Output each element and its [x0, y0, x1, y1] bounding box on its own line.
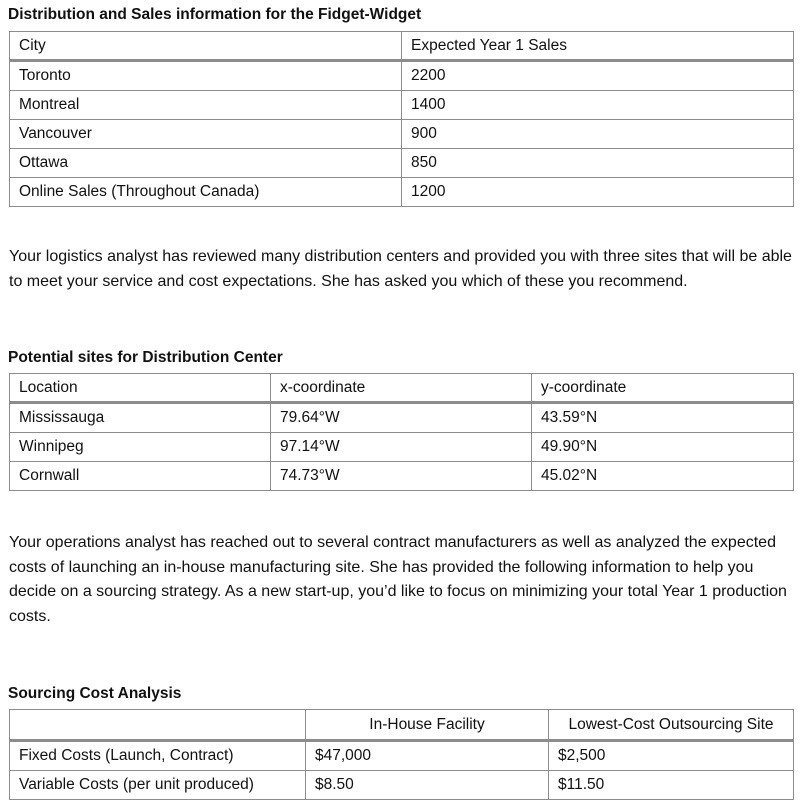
x-coordinate-cell: 74.73°W	[271, 462, 532, 491]
column-header-city: City	[10, 32, 402, 61]
table-header-row	[10, 32, 794, 61]
column-header-in-house: In-House Facility	[306, 710, 549, 741]
outsourcing-cost-cell: $11.50	[549, 771, 794, 800]
potential-sites-table	[9, 373, 794, 491]
distribution-sales-table	[9, 31, 794, 207]
sourcing-cost-table	[9, 709, 794, 800]
table-row	[10, 120, 794, 149]
city-cell: Online Sales (Throughout Canada)	[10, 178, 402, 207]
table-row	[10, 178, 794, 207]
operations-paragraph: Your operations analyst has reached out to several contract manufacturers as well as analyzed the expected costs of launching an in-house manufacturing site. She has provided the following information to help you decide on a sourcing strategy. As a new start-up, you’d like to focus on minimizing your total Year 1 production costs.	[9, 534, 787, 625]
column-header-y-coordinate: y-coordinate	[532, 374, 794, 403]
sourcing-table-title: Sourcing Cost Analysis	[8, 685, 182, 702]
city-cell: Vancouver	[10, 120, 402, 149]
cost-type-cell: Fixed Costs (Launch, Contract)	[10, 741, 306, 771]
in-house-cost-cell: $8.50	[306, 771, 549, 800]
city-cell: Ottawa	[10, 149, 402, 178]
in-house-cost-cell: $47,000	[306, 741, 549, 771]
y-coordinate-cell: 49.90°N	[532, 433, 794, 462]
sites-table-title: Potential sites for Distribution Center	[8, 349, 283, 366]
x-coordinate-cell: 97.14°W	[271, 433, 532, 462]
location-cell: Winnipeg	[10, 433, 271, 462]
table-row	[10, 149, 794, 178]
city-cell: Montreal	[10, 91, 402, 120]
location-cell: Mississauga	[10, 403, 271, 433]
table-row	[10, 433, 794, 462]
location-cell: Cornwall	[10, 462, 271, 491]
cost-type-cell: Variable Costs (per unit produced)	[10, 771, 306, 800]
y-coordinate-cell: 45.02°N	[532, 462, 794, 491]
column-header-location: Location	[10, 374, 271, 403]
table-row	[10, 741, 794, 771]
table-row	[10, 462, 794, 491]
sales-cell: 1400	[402, 91, 794, 120]
table-header-row	[10, 710, 794, 741]
x-coordinate-cell: 79.64°W	[271, 403, 532, 433]
sales-cell: 2200	[402, 61, 794, 91]
column-header-x-coordinate: x-coordinate	[271, 374, 532, 403]
table-row	[10, 403, 794, 433]
outsourcing-cost-cell: $2,500	[549, 741, 794, 771]
sales-cell: 900	[402, 120, 794, 149]
column-header-blank	[10, 710, 306, 741]
sales-cell: 1200	[402, 178, 794, 207]
table-header-row	[10, 374, 794, 403]
y-coordinate-cell: 43.59°N	[532, 403, 794, 433]
table-row	[10, 91, 794, 120]
table-row	[10, 771, 794, 800]
column-header-expected-sales: Expected Year 1 Sales	[402, 32, 794, 61]
city-cell: Toronto	[10, 61, 402, 91]
distribution-table-title: Distribution and Sales information for the Fidget-Widget	[8, 6, 422, 23]
column-header-outsourcing: Lowest-Cost Outsourcing Site	[549, 710, 794, 741]
sales-cell: 850	[402, 149, 794, 178]
table-row	[10, 61, 794, 91]
logistics-paragraph: Your logistics analyst has reviewed many distribution centers and provided you with three sites that will be able to meet your service and cost expectations. She has asked you which of these you recommend.	[9, 248, 792, 290]
